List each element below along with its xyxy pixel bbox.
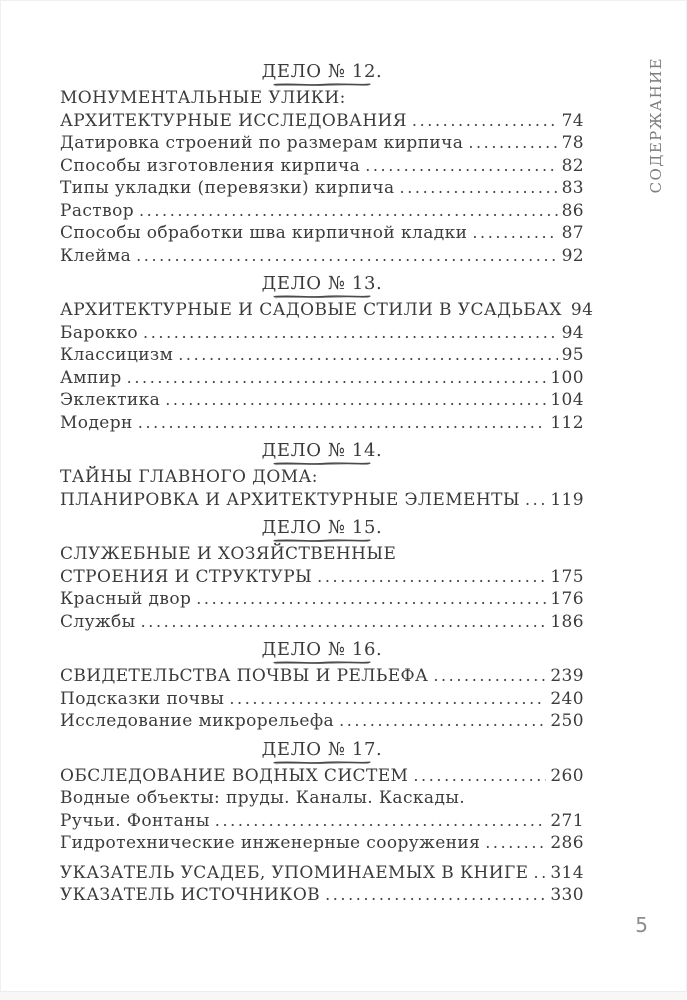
dot-leader bbox=[339, 710, 546, 733]
entry-title: Красный двор bbox=[60, 589, 192, 609]
toc-indexes bbox=[60, 862, 584, 907]
toc-entry bbox=[60, 489, 584, 512]
section-heading-text: ДЕЛО № 12. bbox=[261, 61, 383, 82]
toc-entry bbox=[60, 862, 584, 885]
entry-page-number: 100 bbox=[550, 367, 584, 388]
entry-title: Ручьи. Фонтаны bbox=[60, 810, 210, 831]
toc-entry bbox=[60, 611, 584, 634]
section-heading-text: ДЕЛО № 17. bbox=[261, 738, 383, 760]
toc-section bbox=[60, 62, 584, 267]
toc-entry bbox=[60, 222, 584, 245]
entry-title-preline: Водные объекты: пруды. Каналы. Каскады. bbox=[60, 788, 466, 808]
toc-entry bbox=[60, 367, 584, 390]
toc-entry bbox=[60, 200, 584, 223]
entry-title: СВИДЕТЕЛЬСТВА ПОЧВЫ И РЕЛЬЕФА bbox=[60, 666, 429, 686]
dot-leader bbox=[141, 611, 547, 634]
toc-entry bbox=[60, 155, 584, 178]
entry-title: УКАЗАТЕЛЬ УСАДЕБ, УПОМИНАЕМЫХ В КНИГЕ bbox=[60, 862, 529, 883]
section-heading-text: ДЕЛО № 16. bbox=[261, 639, 383, 660]
dot-leader bbox=[472, 222, 557, 245]
entry-page-number: 92 bbox=[561, 245, 584, 266]
entry-page-number: 250 bbox=[550, 711, 584, 731]
scan-edge bbox=[0, 991, 687, 1000]
toc-entry bbox=[60, 832, 584, 855]
entry-title: Способы обработки шва кирпичной кладки bbox=[60, 223, 468, 243]
entry-page-number: 74 bbox=[561, 110, 584, 131]
entry-page-number: 87 bbox=[561, 223, 584, 243]
entry-title: Эклектика bbox=[60, 390, 161, 410]
entry-title: Типы укладки (перевязки) кирпича bbox=[60, 178, 395, 198]
toc-section bbox=[60, 273, 594, 434]
entry-page-number: 82 bbox=[561, 155, 584, 176]
toc-entry bbox=[60, 389, 584, 412]
entry-title: Клейма bbox=[60, 245, 132, 266]
dot-leader bbox=[433, 665, 546, 688]
dot-leader bbox=[400, 177, 558, 200]
section-heading bbox=[60, 441, 584, 466]
entry-title: Исследование микрорельефа bbox=[60, 711, 335, 731]
toc-entry bbox=[60, 884, 584, 907]
entry-page-number: 119 bbox=[550, 489, 584, 510]
entry-page-number: 83 bbox=[561, 178, 584, 198]
entry-page-number: 330 bbox=[550, 885, 584, 905]
dot-leader bbox=[229, 688, 546, 711]
entry-page-number: 260 bbox=[550, 765, 584, 786]
entry-title: Гидротехнические инженерные сооружения bbox=[60, 833, 481, 853]
toc-section bbox=[60, 518, 584, 633]
entry-title: АРХИТЕКТУРНЫЕ ИССЛЕДОВАНИЯ bbox=[60, 110, 407, 131]
entry-title-preline: ТАЙНЫ ГЛАВНОГО ДОМА: bbox=[60, 467, 318, 487]
entry-page-number: 240 bbox=[550, 688, 584, 709]
entry-page-number: 175 bbox=[550, 566, 584, 587]
toc-entry bbox=[60, 132, 584, 155]
entry-page-number: 286 bbox=[550, 833, 584, 853]
dot-leader bbox=[136, 245, 557, 268]
dot-leader bbox=[468, 132, 557, 155]
entry-page-number: 239 bbox=[550, 666, 584, 686]
dot-leader bbox=[413, 765, 546, 788]
toc-entry bbox=[60, 688, 584, 711]
toc-entry bbox=[60, 344, 584, 367]
dot-leader bbox=[138, 412, 547, 435]
entry-title: АРХИТЕКТУРНЫЕ И САДОВЫЕ СТИЛИ В УСАДЬБАХ bbox=[60, 300, 562, 320]
entry-title: Барокко bbox=[60, 322, 139, 343]
dot-leader bbox=[215, 810, 547, 833]
entry-title: Службы bbox=[60, 611, 136, 632]
toc-entry bbox=[60, 765, 584, 788]
toc-section bbox=[60, 441, 584, 511]
toc-content bbox=[60, 55, 594, 907]
dot-leader bbox=[485, 832, 546, 855]
toc-entry bbox=[60, 322, 584, 345]
section-heading bbox=[60, 740, 584, 765]
page-number: 5 bbox=[635, 913, 648, 937]
section-heading bbox=[60, 274, 584, 299]
entry-page-number: 95 bbox=[561, 345, 584, 365]
dot-leader bbox=[525, 489, 546, 512]
entry-title: Датировка строений по размерам кирпича bbox=[60, 133, 464, 153]
toc-entry bbox=[60, 665, 584, 688]
dot-leader bbox=[317, 566, 546, 589]
entry-title: СТРОЕНИЯ И СТРУКТУРЫ bbox=[60, 566, 313, 587]
toc-section bbox=[60, 740, 584, 855]
dot-leader bbox=[412, 110, 558, 133]
toc-entry bbox=[60, 810, 584, 833]
entry-title-preline: СЛУЖЕБНЫЕ И ХОЗЯЙСТВЕННЫЕ bbox=[60, 544, 397, 564]
entry-page-number: 271 bbox=[550, 810, 584, 831]
entry-title: ОБСЛЕДОВАНИЕ ВОДНЫХ СИСТЕМ bbox=[60, 765, 409, 786]
entry-title: Модерн bbox=[60, 412, 133, 433]
toc-entry bbox=[60, 412, 584, 435]
toc-section bbox=[60, 640, 584, 733]
toc-entry bbox=[60, 110, 584, 133]
entry-page-number: 112 bbox=[550, 412, 584, 433]
toc-entry bbox=[60, 566, 584, 589]
dot-leader bbox=[178, 344, 557, 367]
dot-leader bbox=[165, 389, 546, 412]
entry-page-number: 94 bbox=[561, 322, 584, 343]
entry-title: Классицизм bbox=[60, 345, 174, 365]
dot-leader bbox=[139, 200, 558, 223]
entry-title-preline: МОНУМЕНТАЛЬНЫЕ УЛИКИ: bbox=[60, 88, 346, 108]
entry-page-number: 78 bbox=[561, 133, 584, 153]
entry-page-number: 86 bbox=[561, 200, 584, 221]
toc-entry bbox=[60, 299, 594, 322]
toc-entry bbox=[60, 177, 584, 200]
margin-title-vertical: СОДЕРЖАНИЕ bbox=[647, 57, 665, 194]
section-heading-text: ДЕЛО № 13. bbox=[261, 273, 383, 294]
toc-entry bbox=[60, 245, 584, 268]
section-heading-text: ДЕЛО № 14. bbox=[261, 440, 383, 461]
dot-leader bbox=[196, 588, 546, 611]
entry-title: ПЛАНИРОВКА И АРХИТЕКТУРНЫЕ ЭЛЕМЕНТЫ bbox=[60, 489, 520, 510]
section-heading-text: ДЕЛО № 15. bbox=[261, 517, 383, 538]
entry-page-number: 94 bbox=[570, 300, 594, 320]
entry-page-number: 104 bbox=[550, 390, 584, 410]
dot-leader bbox=[143, 322, 558, 345]
dot-leader bbox=[325, 884, 546, 907]
entry-title: Подсказки почвы bbox=[60, 688, 225, 709]
entry-title: Раствор bbox=[60, 200, 134, 221]
entry-title: УКАЗАТЕЛЬ ИСТОЧНИКОВ bbox=[60, 885, 321, 905]
entry-page-number: 186 bbox=[550, 611, 584, 632]
entry-page-number: 314 bbox=[550, 862, 584, 883]
toc-entry bbox=[60, 710, 584, 733]
entry-title: Ампир bbox=[60, 367, 122, 388]
entry-page-number: 176 bbox=[550, 589, 584, 609]
toc-entry bbox=[60, 588, 584, 611]
section-heading bbox=[60, 640, 584, 665]
entry-title: Способы изготовления кирпича bbox=[60, 155, 361, 176]
section-heading bbox=[60, 62, 584, 87]
section-heading bbox=[60, 518, 584, 543]
dot-leader bbox=[533, 862, 546, 885]
dot-leader bbox=[365, 155, 557, 178]
dot-leader bbox=[127, 367, 547, 390]
